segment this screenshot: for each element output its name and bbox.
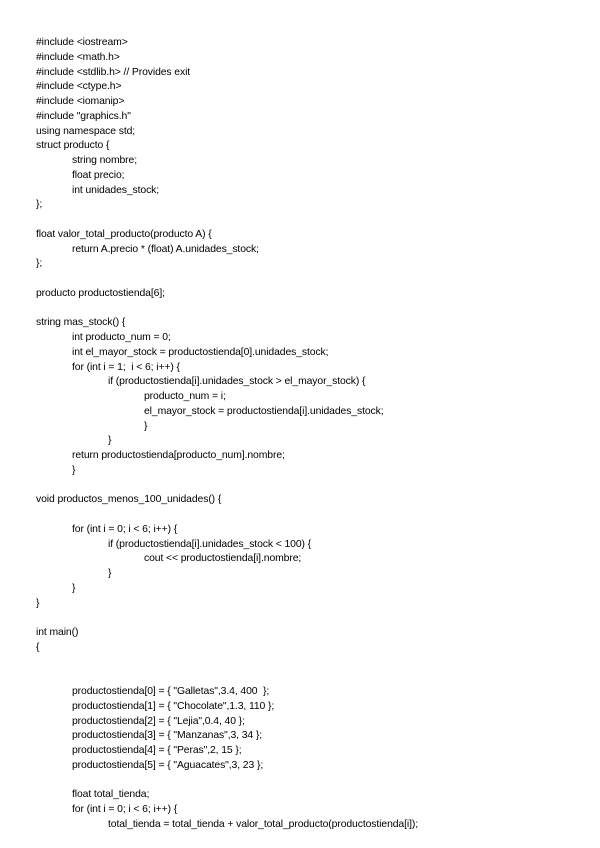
code-line: #include "graphics.h" — [36, 110, 131, 122]
code-line — [36, 774, 576, 789]
code-line — [36, 213, 576, 228]
code-line — [36, 508, 576, 523]
code-line — [36, 272, 576, 287]
code-line: float precio; — [72, 169, 125, 181]
code-line: productostienda[2] = { "Lejia",0.4, 40 }; — [72, 715, 245, 727]
code-line: } — [108, 435, 112, 447]
code-line: for (int i = 0; i < 6; i++) { — [72, 523, 178, 535]
code-line: int unidades_stock; — [72, 184, 160, 196]
code-line: productostienda[4] = { "Peras",2, 15 }; — [72, 745, 242, 756]
code-line: } — [36, 597, 40, 609]
code-line: #include <math.h> — [36, 51, 120, 63]
code-line: productostienda[0] = { "Galletas",3.4, 400 }; — [72, 686, 270, 697]
code-line — [36, 479, 576, 494]
code-line: if (productostienda[i].unidades_stock > el_mayor_stock) { — [108, 376, 366, 388]
code-line: producto_num = i; — [144, 391, 226, 402]
code-line: using namespace std; — [36, 125, 136, 137]
code-line: #include <stdlib.h> // Provides exit — [36, 66, 191, 78]
code-line: }; — [36, 199, 43, 211]
code-line: void productos_menos_100_unidades() { — [36, 494, 222, 506]
code-line: return productostienda[producto_num].nombre; — [72, 450, 285, 461]
code-line: for (int i = 0; i < 6; i++) { — [72, 804, 178, 815]
code-line — [36, 611, 576, 626]
code-line: productostienda[3] = { "Manzanas",3, 34 }; — [72, 730, 263, 742]
code-line: } — [144, 420, 148, 432]
code-line: } — [72, 464, 76, 476]
code-line: cout << productostienda[i].nombre; — [144, 553, 302, 565]
code-line: #include <ctype.h> — [36, 81, 122, 93]
code-line: productostienda[5] = { "Aguacates",3, 23 }; — [72, 759, 264, 771]
code-line: float valor_total_producto(producto A) { — [36, 228, 212, 240]
code-line: float total_tienda; — [72, 789, 150, 801]
code-line: } — [108, 568, 112, 579]
code-line: #include <iomanip> — [36, 96, 125, 107]
code-line: string mas_stock() { — [36, 317, 126, 329]
code-line: for (int i = 1; i < 6; i++) { — [72, 361, 180, 373]
code-line — [36, 302, 576, 317]
source-code-block — [36, 36, 576, 833]
code-line — [36, 656, 576, 671]
code-line: string nombre; — [72, 155, 138, 166]
code-line: int el_mayor_stock = productostienda[0].unidades_stock; — [72, 346, 329, 358]
code-line: total_tienda = total_tienda + valor_total_producto(productostienda[i]); — [108, 818, 419, 830]
code-line: int main() — [36, 627, 79, 638]
code-line: }; — [36, 258, 43, 270]
code-line: producto productostienda[6]; — [36, 287, 165, 299]
code-line: if (productostienda[i].unidades_stock < 100) { — [108, 538, 312, 550]
code-line: el_mayor_stock = productostienda[i].unidades_stock; — [144, 405, 384, 417]
code-line — [36, 670, 576, 685]
code-line: { — [36, 641, 40, 653]
code-line: productostienda[1] = { "Chocolate",1.3, 110 }; — [72, 700, 275, 712]
code-line: struct producto { — [36, 140, 110, 152]
code-line: } — [72, 582, 76, 594]
code-line: #include <iostream> — [36, 37, 128, 48]
code-line: return A.precio * (float) A.unidades_stock; — [72, 243, 259, 255]
code-line: int producto_num = 0; — [72, 332, 171, 343]
